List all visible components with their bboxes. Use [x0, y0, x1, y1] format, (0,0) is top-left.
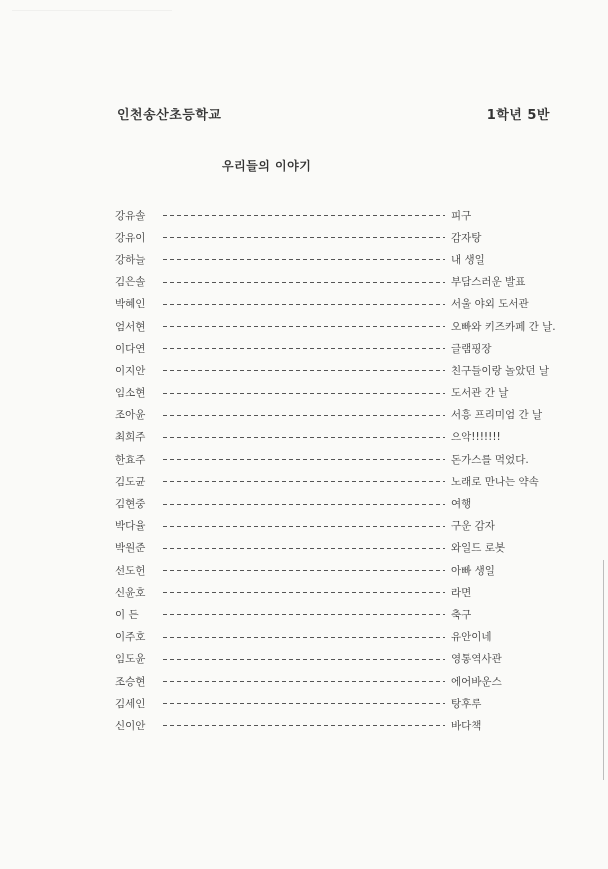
- student-name: 최희주: [115, 431, 146, 444]
- story-title: 아빠 생일: [451, 564, 495, 577]
- list-item: [115, 404, 585, 426]
- list-item: [115, 626, 585, 648]
- list-item: [115, 603, 585, 625]
- dotted-leader: [163, 632, 445, 642]
- list-item: [115, 448, 585, 470]
- student-name: 이주호: [115, 631, 146, 644]
- list-item: [115, 337, 585, 359]
- dotted-leader: [163, 410, 445, 420]
- dotted-leader: [163, 587, 445, 597]
- dotted-leader: [163, 676, 445, 686]
- student-name: 김도균: [115, 475, 146, 488]
- story-title: 노래로 만나는 약속: [451, 475, 539, 488]
- list-item: [115, 670, 585, 692]
- student-name: 조승현: [115, 675, 146, 688]
- story-title: 구운 감자: [451, 520, 495, 533]
- student-name: 이지안: [115, 364, 146, 377]
- list-item: [115, 648, 585, 670]
- dotted-leader: [163, 299, 445, 309]
- story-title: 부담스러운 발표: [451, 276, 526, 289]
- dotted-leader: [163, 476, 445, 486]
- student-name: 김세인: [115, 697, 146, 710]
- class-name: 1학년 5반: [486, 108, 550, 123]
- list-item: [115, 359, 585, 381]
- story-title: 오빠와 키즈카페 간 날.: [451, 320, 556, 333]
- student-name: 선도헌: [115, 564, 146, 577]
- student-name: 이 든: [115, 608, 139, 621]
- story-title: 축구: [451, 608, 472, 621]
- story-title: 에어바운스: [451, 675, 502, 688]
- list-item: [115, 293, 585, 315]
- student-name: 강유이: [115, 231, 146, 244]
- student-name: 박다율: [115, 520, 146, 533]
- story-title: 감자탕: [451, 231, 482, 244]
- list-item: [115, 515, 585, 537]
- student-name: 강하늘: [115, 253, 146, 266]
- dotted-leader: [163, 720, 445, 730]
- story-title: 영통역사관: [451, 653, 502, 666]
- dotted-leader: [163, 698, 445, 708]
- dotted-leader: [163, 432, 445, 442]
- dotted-leader: [163, 365, 445, 375]
- story-title: 내 생일: [451, 253, 485, 266]
- dotted-leader: [163, 321, 445, 331]
- story-title: 도서관 간 날: [451, 387, 509, 400]
- scan-speckle: [12, 10, 172, 11]
- student-name: 신윤호: [115, 586, 146, 599]
- dotted-leader: [163, 254, 445, 264]
- story-title: 탕후루: [451, 697, 482, 710]
- story-title: 라면: [451, 586, 472, 599]
- dotted-leader: [163, 454, 445, 464]
- dotted-leader: [163, 565, 445, 575]
- dotted-leader: [163, 499, 445, 509]
- dotted-leader: [163, 232, 445, 242]
- student-name: 김은솔: [115, 276, 146, 289]
- story-title: 서흥 프리미엄 간 날: [451, 409, 543, 422]
- list-item: [115, 271, 585, 293]
- list-item: [115, 537, 585, 559]
- student-name: 한효주: [115, 453, 146, 466]
- dotted-leader: [163, 654, 445, 664]
- student-name: 강유솔: [115, 209, 146, 222]
- story-title: 으악!!!!!!!: [451, 431, 501, 444]
- document-header: [117, 104, 550, 124]
- school-name: 인천송산초등학교: [117, 108, 222, 123]
- student-name: 임도윤: [115, 653, 146, 666]
- student-name: 박원준: [115, 542, 146, 555]
- list-item: [115, 426, 585, 448]
- list-item: [115, 204, 585, 226]
- list-item: [115, 692, 585, 714]
- dotted-leader: [163, 277, 445, 287]
- dotted-leader: [163, 388, 445, 398]
- story-title: 서울 야외 도서관: [451, 298, 529, 311]
- story-title: 바다책: [451, 719, 482, 732]
- list-item: [115, 248, 585, 270]
- list-item: [115, 559, 585, 581]
- list-item: [115, 714, 585, 736]
- list-item: [115, 315, 585, 337]
- list-item: [115, 226, 585, 248]
- story-title: 글램핑장: [451, 342, 492, 355]
- dotted-leader: [163, 210, 445, 220]
- student-name: 이다연: [115, 342, 146, 355]
- student-name: 조아윤: [115, 409, 146, 422]
- story-list: [115, 204, 585, 737]
- story-title: 피구: [451, 209, 472, 222]
- list-item: [115, 382, 585, 404]
- dotted-leader: [163, 609, 445, 619]
- dotted-leader: [163, 521, 445, 531]
- dotted-leader: [163, 343, 445, 353]
- student-name: 김현중: [115, 498, 146, 511]
- student-name: 신이안: [115, 719, 146, 732]
- student-name: 엄서현: [115, 320, 146, 333]
- list-item: [115, 492, 585, 514]
- page-title: 우리들의 이야기: [222, 159, 312, 173]
- student-name: 임소현: [115, 387, 146, 400]
- student-name: 박혜인: [115, 298, 146, 311]
- list-item: [115, 581, 585, 603]
- story-title: 와일드 로봇: [451, 542, 506, 555]
- scan-edge-line: [603, 560, 604, 780]
- story-title: 친구들이랑 놀았던 날: [451, 364, 549, 377]
- story-title: 돈가스를 먹었다.: [451, 453, 529, 466]
- story-title: 여행: [451, 498, 472, 511]
- dotted-leader: [163, 543, 445, 553]
- list-item: [115, 470, 585, 492]
- story-title: 유안이네: [451, 631, 492, 644]
